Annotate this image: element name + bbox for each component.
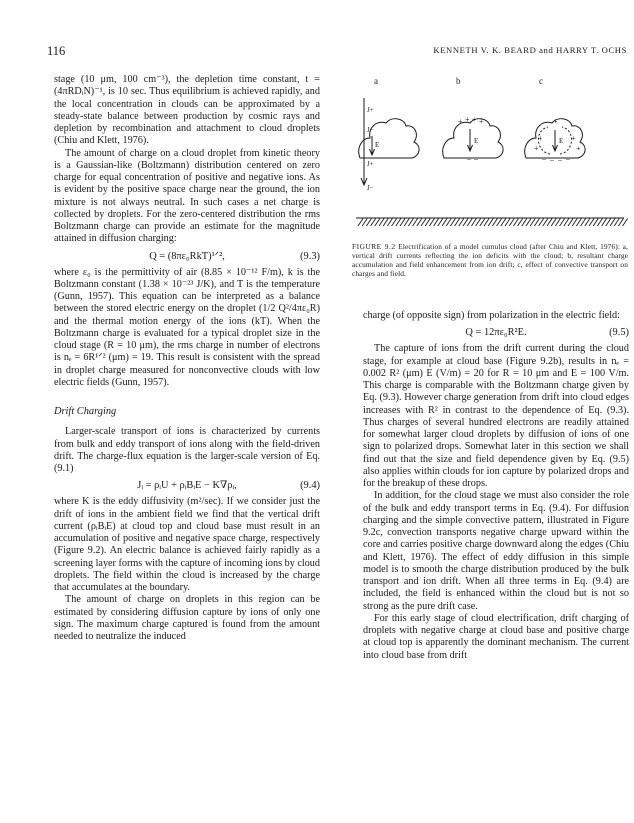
hatch-mark <box>518 219 523 227</box>
hatch-mark <box>522 219 527 227</box>
cloud-electrification-diagram <box>352 74 628 234</box>
caption-label: FIGURE 9.2 <box>352 242 396 251</box>
hatch-mark <box>446 219 451 227</box>
panel-a-drift-currents <box>359 98 419 192</box>
positive-charge: + <box>538 134 543 143</box>
caption-text: Electrification of a model cumulus cloud (after Chiu and Klett, 1976): a, vertical drift currents reflecting the ion deficits with the cloud; b, resultant charge accumulation and field enhancement from ion drift; c, effect of convective transport on charges and field. <box>352 242 629 278</box>
left-column <box>54 74 320 643</box>
hatch-mark <box>450 219 455 227</box>
positive-charge: + <box>534 144 539 153</box>
hatch-mark <box>530 219 535 227</box>
hatch-mark <box>455 219 460 227</box>
negative-charge: – <box>460 153 464 162</box>
j-plus-label: J+ <box>367 160 374 168</box>
hatch-mark <box>547 219 552 227</box>
negative-charge: – <box>481 153 485 162</box>
panel-label-a: a <box>374 76 378 86</box>
hatch-mark <box>589 219 594 227</box>
hatch-mark <box>400 219 405 227</box>
negative-charge: – <box>467 154 471 163</box>
hatch-mark <box>392 219 397 227</box>
negative-charge: – <box>558 155 562 164</box>
equation-number: (9.3) <box>300 250 320 262</box>
hatch-mark <box>371 219 376 227</box>
paragraph: For this early stage of cloud electrification, drift charging of droplets with negative charge at cloud base and positive charge at cloud top is apparently the dominant mechanism. The current into cloud base from drift <box>363 612 629 661</box>
positive-charge: + <box>472 115 477 124</box>
paragraph: where K is the eddy diffusivity (m²/sec). If we consider just the drift of ions in the ambient field we find that the vertical drift current (ρᵢBᵢE) at cloud top and cloud base must result in an accumulation of positive and negative space charge, respectively (Figure 9.2). An electric balance is achieved fairly rapidly as a screening layer forms with the capture of incoming ions by cloud droplets. The field within the cloud is increased by the charge that accumulates at the boundary. <box>54 496 320 593</box>
hatch-mark <box>501 219 506 227</box>
equation-number: (9.5) <box>609 327 629 339</box>
positive-charge: + <box>576 144 581 153</box>
paragraph: In addition, for the cloud stage we must also consider the role of the bulk and eddy transport terms in Eq. (9.4). For diffusion charging and the simple convective pattern, illustrated in Figure 9.2c, convection transports negative charge upward within the core and carries positive charge downward along the edges (Chiu and Klett, 1976). The effect of eddy diffusion in this simple model is to smooth the charge distribution produced by the bulk transport and ion drift. When all three terms in Eq. (9.4) are included, the field is enhanced within the cloud but is not so strong as the pure drift case. <box>363 490 630 612</box>
hatch-mark <box>362 219 367 227</box>
hatch-mark <box>463 219 468 227</box>
figure-9-2 <box>352 74 628 278</box>
hatch-mark <box>614 219 619 227</box>
hatch-mark <box>568 219 573 227</box>
positive-charge: + <box>571 134 576 143</box>
page-header <box>47 44 627 58</box>
hatch-mark <box>585 219 590 227</box>
hatch-mark <box>442 219 447 227</box>
paragraph: The amount of charge on droplets in this region can be estimated by considering diffusion capture by ions of only one sign. The maximum charge captured is found from the amount needed to neutralize the induced <box>54 594 320 642</box>
hatch-mark <box>572 219 577 227</box>
j-minus-label: J− <box>367 126 374 134</box>
hatch-mark <box>467 219 472 227</box>
paragraph: The amount of charge on a cloud droplet from kinetic theory is a Gaussian-like (Boltzmann) distribution centered on zero charge for equal concentration of positive and negative ions. As is evident by the positive space charge near the ground, the ion mixture is not always neutral. In such cases a net charge is collected by droplets. For the zero-centered distribution the rms Boltzmann charge can provide an estimate for the magnitude attained in diffusion charging: <box>54 147 320 245</box>
equation-text: Q = 12πε₀R²E. <box>465 327 527 339</box>
hatch-mark <box>358 219 363 227</box>
hatch-mark <box>429 219 434 227</box>
hatch-mark <box>555 219 560 227</box>
hatch-mark <box>459 219 464 227</box>
positive-charge: + <box>479 117 484 126</box>
equation-9-4 <box>54 479 320 492</box>
paragraph: Larger-scale transport of ions is characterized by currents from bulk and eddy transport of ions along with the field-driven drift. The charge-flux equation is the larger-scale version of Eq. (9.1) <box>54 426 320 474</box>
j-plus-label: J+ <box>367 106 374 114</box>
running-head: KENNETH V. K. BEARD and HARRY T. OCHS <box>433 45 627 55</box>
hatch-mark <box>526 219 531 227</box>
hatch-mark <box>421 219 426 227</box>
hatch-mark <box>413 219 418 227</box>
positive-charge: + <box>458 117 463 126</box>
equation-9-5 <box>363 326 629 339</box>
right-column <box>363 310 629 662</box>
negative-charge: – <box>542 154 546 163</box>
hatch-mark <box>564 219 569 227</box>
hatch-mark <box>606 219 611 227</box>
negative-charge: – <box>566 154 570 163</box>
hatch-mark <box>471 219 476 227</box>
ground-hatching <box>358 219 628 227</box>
e-field-label: E <box>559 137 564 145</box>
hatch-mark <box>509 219 514 227</box>
hatch-mark <box>593 219 598 227</box>
hatch-mark <box>425 219 430 227</box>
j-minus-label: J− <box>367 184 374 192</box>
hatch-mark <box>505 219 510 227</box>
hatch-mark <box>438 219 443 227</box>
hatch-mark <box>560 219 565 227</box>
ground-surface <box>356 218 628 226</box>
hatch-mark <box>366 219 371 227</box>
paragraph: The capture of ions from the drift current during the cloud stage, for example at cloud base (Figure 9.2b), results in nₑ = 0.002 R² (μm) E (V/m) = 20 for R = 10 μm and E = 100 V/m. This charge is comparable with the Boltzmann charge given by Eq. (9.3). However charge generation from drift into cloud edges increases with R² in contrast to the dependence of Eq. (9.3). Thus charges of several hundred electrons are readily attained for somewhat larger cloud droplets by diffusion of ions of one sign to polarized drops. Somewhat later in this section we shall find out that the size and field dependence given by Eq. (9.5) also applies within clouds for ion capture by polarized drops and for the breakup of these drops. <box>363 343 629 489</box>
e-field-label: E <box>375 141 380 149</box>
hatch-mark <box>576 219 581 227</box>
cloud-outline <box>443 119 503 158</box>
hatch-mark <box>602 219 607 227</box>
hatch-mark <box>534 219 539 227</box>
hatch-mark <box>497 219 502 227</box>
paragraph: where ε₀ is the permittivity of air (8.85 × 10⁻¹² F/m), k is the Boltzmann constant (1.38 × 10⁻²³ J/K), and T is the temperature (Gunn, 1957). This equation can be interpreted as a balance between the stored electric energy on the droplet (1/2 Q²/4πε₀R) and the thermal motion energy of the ions (kT). When the Boltzmann charge is evaluated for a typical droplet size in the cloud stage (R = 10 μm), the rms charge in number of electrons is nₑ = 6R¹ᐟ² (μm) = 19. This result is consistent with the spread in droplet charge measured for nonconvective clouds with low electric fields (Gunn, 1957). <box>54 266 320 388</box>
hatch-mark <box>404 219 409 227</box>
figure-caption <box>352 242 628 278</box>
hatch-mark <box>417 219 422 227</box>
equation-9-3 <box>54 250 320 263</box>
section-heading: Drift Charging <box>54 406 117 417</box>
hatch-mark <box>623 219 628 227</box>
hatch-mark <box>597 219 602 227</box>
panel-c-convective-transport <box>525 117 585 164</box>
paragraph: stage (10 μm, 100 cm⁻³), the depletion time constant, t = (4πRDᵢN)⁻¹, is 10 sec. Thus equilibrium is achieved rapidly, and the local concentration in clouds can be approximated by a steady-state balance between production by cosmic rays and depletion by recombination and attachment to cloud droplets (Chiu and Klett, 1976). <box>54 74 320 147</box>
hatch-mark <box>492 219 497 227</box>
hatch-mark <box>539 219 544 227</box>
hatch-mark <box>513 219 518 227</box>
page-number: 116 <box>47 44 66 58</box>
positive-charge: + <box>465 115 470 124</box>
hatch-mark <box>488 219 493 227</box>
hatch-mark <box>383 219 388 227</box>
negative-charge: – <box>550 155 554 164</box>
hatch-mark <box>581 219 586 227</box>
hatch-mark <box>543 219 548 227</box>
hatch-mark <box>551 219 556 227</box>
hatch-mark <box>379 219 384 227</box>
hatch-mark <box>434 219 439 227</box>
hatch-mark <box>387 219 392 227</box>
panel-label-c: c <box>539 76 543 86</box>
hatch-mark <box>408 219 413 227</box>
equation-text: Jᵢ = ρᵢU + ρᵢBᵢE − K∇ρᵢ, <box>137 480 237 492</box>
cloud-outline <box>359 119 419 158</box>
equation-number: (9.4) <box>300 480 320 492</box>
equation-text: Q = (8πε₀RkT)¹ᐟ², <box>149 250 225 262</box>
panel-label-b: b <box>456 76 461 86</box>
panel-b-charge-accumulation <box>443 115 503 163</box>
hatch-mark <box>484 219 489 227</box>
hatch-mark <box>610 219 615 227</box>
paragraph: charge (of opposite sign) from polarization in the electric field: <box>363 310 620 321</box>
hatch-mark <box>480 219 485 227</box>
e-field-label: E <box>474 137 479 145</box>
hatch-mark <box>476 219 481 227</box>
positive-charge: + <box>553 117 558 126</box>
hatch-mark <box>396 219 401 227</box>
hatch-mark <box>375 219 380 227</box>
hatch-mark <box>618 219 623 227</box>
negative-charge: – <box>474 154 478 163</box>
